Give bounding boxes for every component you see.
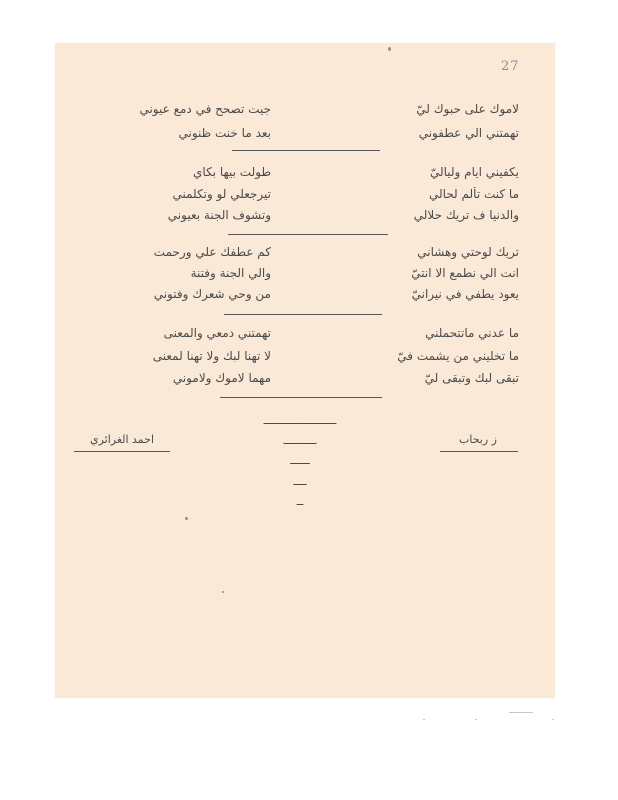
verse-line-right: ما تخليني من يشمت فيّ xyxy=(397,349,519,363)
closing-mark: ـ xyxy=(296,495,304,508)
closing-mark: ـــ xyxy=(290,454,310,467)
verse-line-right: لاموك على حبوك ليّ xyxy=(416,102,519,116)
verse-line-right: انت الي نطمع الا انتيّ xyxy=(411,266,519,280)
verse-line-left: جيت تصحح في دمع عيوني xyxy=(139,102,271,116)
scan-mark xyxy=(552,719,554,720)
paper-speck xyxy=(222,591,224,593)
verse-line-left: بعد ما خنت ظنوني xyxy=(178,126,271,140)
verse-line-left: طولت بيها بكاي xyxy=(193,165,271,179)
verse-line-left: وتشوف الجنة بعيوني xyxy=(167,208,271,222)
stanza-divider xyxy=(220,397,382,398)
signature-underline xyxy=(74,451,170,452)
verse-line-right: يكفيني ايام ولياليّ xyxy=(429,165,519,179)
closing-mark: ــ xyxy=(293,475,307,488)
signature-left: احمد الغرائري xyxy=(89,433,155,446)
closing-mark: ـــــــــــ xyxy=(263,414,337,427)
closing-mark: ـــــ xyxy=(283,434,317,447)
verse-line-left: مهما لاموك ولاموني xyxy=(172,371,271,385)
verse-line-left: كم عطفك علي ورحمت xyxy=(153,245,271,259)
verse-line-left: تهمتني دمعي والمعنى xyxy=(163,326,271,340)
stanza-divider xyxy=(228,234,388,235)
verse-line-right: تهمتني الي عطفوني xyxy=(418,126,519,140)
verse-line-left: تيرجعلي لو وتكلمني xyxy=(172,187,271,201)
signature-right: ز ربحاب xyxy=(459,433,497,446)
verse-line-left: من وحي شعرك وفتوني xyxy=(153,287,271,301)
verse-line-left: لا تهنا لبك ولا تهنا لمعنى xyxy=(152,349,271,363)
paper-speck xyxy=(185,517,188,520)
stanza-divider xyxy=(232,150,380,151)
scan-mark xyxy=(475,719,477,720)
verse-line-right: والدنيا ف تريك حلالي xyxy=(413,208,519,222)
stanza-divider xyxy=(224,314,382,315)
paper-speck xyxy=(388,47,391,51)
verse-line-right: ما كنت تألم لحالي xyxy=(429,187,519,201)
verse-line-right: ما عدني ماتتحملني xyxy=(425,326,519,340)
scan-mark xyxy=(509,712,533,713)
scan-mark xyxy=(423,719,425,720)
signature-underline xyxy=(440,451,518,452)
verse-line-right: يعود يطفي في نيرانيّ xyxy=(411,287,519,301)
verse-line-right: تبقى لبك وتبقى ليّ xyxy=(424,371,519,385)
page-number: 27 xyxy=(501,59,520,74)
verse-line-right: تريك لوحتي وهشاني xyxy=(417,245,519,259)
verse-line-left: والي الجنة وفتنة xyxy=(190,266,271,280)
